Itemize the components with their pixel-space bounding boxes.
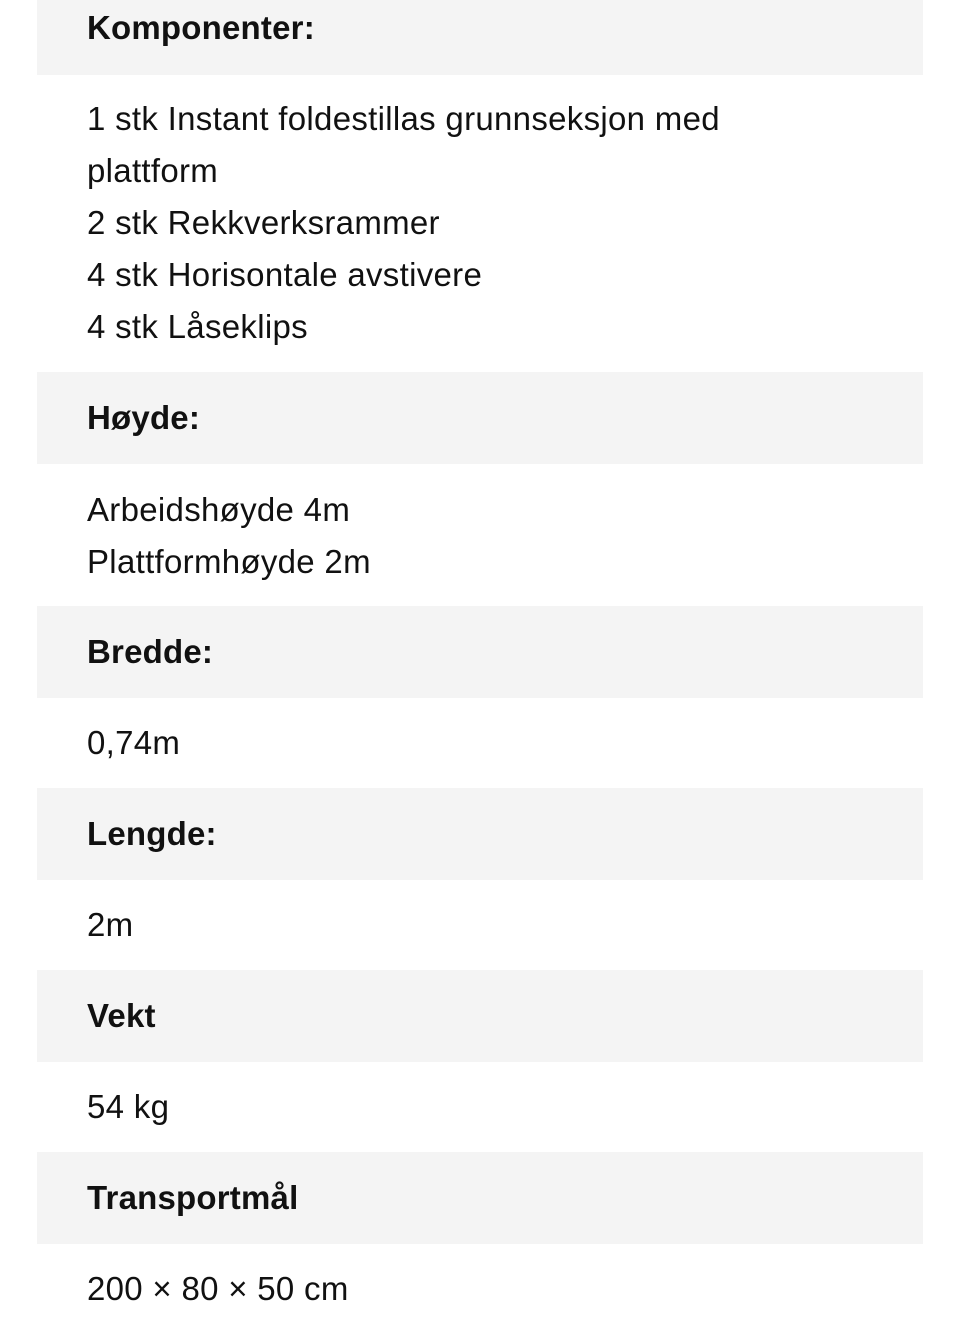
spec-value-line: 4 stk Horisontale avstivere	[87, 256, 483, 293]
spec-value-bredde	[37, 698, 923, 788]
spec-label-text: Lengde:	[87, 815, 217, 852]
spec-value-line: 2m	[87, 906, 134, 943]
spec-label-bredde	[37, 606, 923, 698]
spec-label-vekt	[37, 970, 923, 1062]
spec-label-text: Transportmål	[87, 1179, 299, 1216]
spec-value-komponenter	[37, 75, 923, 372]
spec-value-line: 2 stk Rekkverksrammer	[87, 204, 440, 241]
spec-value-line: 200 × 80 × 50 cm	[87, 1270, 349, 1307]
spec-table	[37, 0, 923, 1334]
spec-label-transportmal	[37, 1152, 923, 1244]
spec-value-line: 1 stk Instant foldestillas grunnseksjon med	[87, 100, 720, 137]
spec-label-text: Høyde:	[87, 399, 201, 436]
spec-value-line: Plattformhøyde 2m	[87, 543, 371, 580]
spec-value-vekt	[37, 1062, 923, 1152]
spec-value-line: 0,74m	[87, 724, 181, 761]
spec-value-transportmal	[37, 1244, 923, 1334]
spec-label-text: Vekt	[87, 997, 156, 1034]
spec-label-text: Bredde:	[87, 633, 214, 670]
spec-value-lengde	[37, 880, 923, 970]
spec-label-komponenter	[37, 0, 923, 75]
spec-label-lengde	[37, 788, 923, 880]
spec-label-text: Komponenter:	[87, 8, 315, 46]
spec-label-hoyde	[37, 372, 923, 464]
spec-value-line: plattform	[87, 152, 219, 189]
spec-value-hoyde	[37, 464, 923, 606]
spec-value-line: 4 stk Låseklips	[87, 308, 308, 345]
spec-value-line: Arbeidshøyde 4m	[87, 491, 351, 528]
spec-value-line: 54 kg	[87, 1088, 170, 1125]
